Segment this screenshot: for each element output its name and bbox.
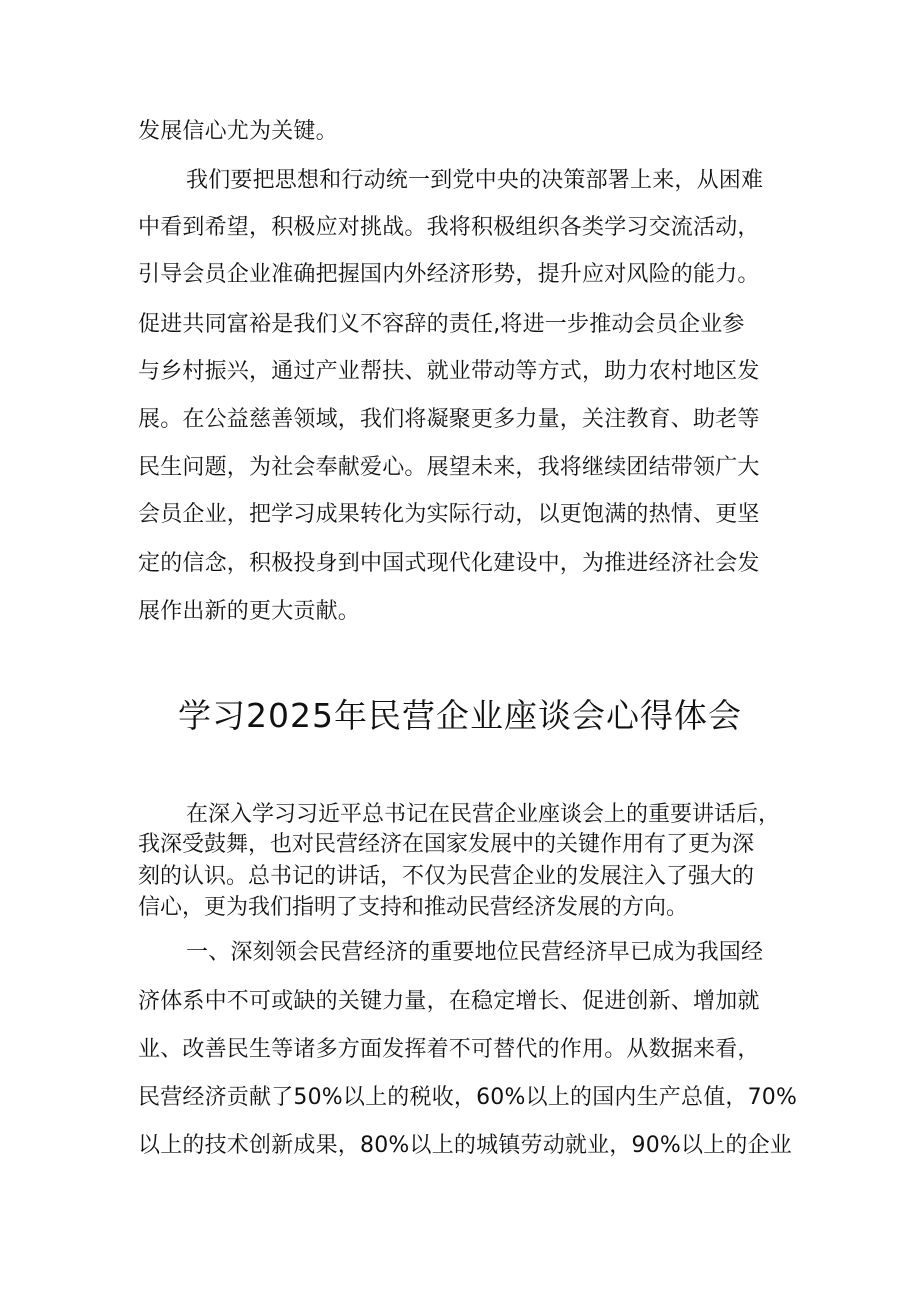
paragraph-line: 民营经济贡献了50%以上的税收，60%以上的国内生产总值，70%: [138, 1085, 798, 1110]
paragraph-line: 刻的认识。总书记的讲话，不仅为民营企业的发展注入了强大的: [138, 864, 755, 889]
paragraph-line: 民生问题，为社会奉献爱心。展望未来，我将继续团结带领广大: [138, 455, 760, 480]
article-title: 学习2025年民营企业座谈会心得体会: [178, 696, 742, 735]
paragraph-line: 引导会员企业准确把握国内外经济形势，提升应对风险的能力。: [138, 262, 760, 287]
paragraph-line: 中看到希望，积极应对挑战。我将积极组织各类学习交流活动，: [138, 215, 760, 240]
paragraph-line: 与乡村振兴，通过产业帮扶、就业带动等方式，助力农村地区发: [138, 359, 760, 384]
paragraph-line: 发展信心尤为关键。: [138, 119, 338, 144]
paragraph-line: 会员企业，把学习成果转化为实际行动，以更饱满的热情、更坚: [138, 502, 760, 527]
paragraph-line: 我深受鼓舞，也对民营经济在国家发展中的关键作用有了更为深: [138, 832, 755, 857]
paragraph-line: 业、改善民生等诸多方面发挥着不可替代的作用。从数据来看，: [138, 1037, 760, 1062]
paragraph-line: 一、深刻领会民营经济的重要地位民营经济早已成为我国经: [186, 940, 764, 965]
paragraph-line: 定的信念，积极投身到中国式现代化建设中，为推进经济社会发: [138, 551, 760, 576]
paragraph-line: 济体系中不可或缺的关键力量，在稳定增长、促进创新、增加就: [138, 989, 760, 1014]
paragraph-line: 信心，更为我们指明了支持和推动民营经济发展的方向。: [138, 895, 689, 920]
paragraph-line: 以上的技术创新成果，80%以上的城镇劳动就业，90%以上的企业: [138, 1133, 792, 1158]
paragraph-line: 促进共同富裕是我们义不容辞的责任,将进一步推动会员企业参: [138, 312, 745, 337]
paragraph-line: 我们要把思想和行动统一到党中央的决策部署上来，从困难: [186, 168, 764, 193]
paragraph-line: 在深入学习习近平总书记在民营企业座谈会上的重要讲话后，: [186, 802, 781, 827]
paragraph-line: 展作出新的更大贡献。: [138, 599, 361, 624]
paragraph-line: 展。在公益慈善领域，我们将凝聚更多力量，关注教育、助老等: [138, 407, 760, 432]
